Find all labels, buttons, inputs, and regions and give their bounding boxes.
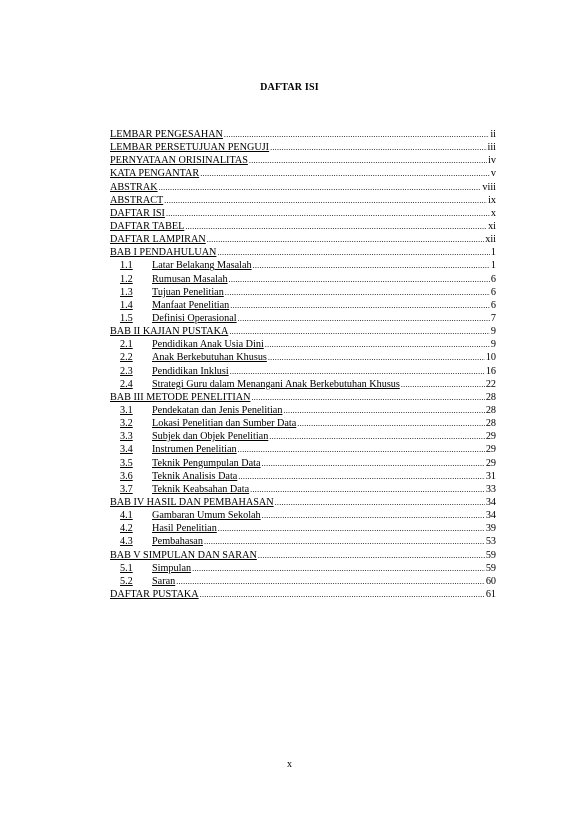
- toc-entry-number: 3.5: [120, 457, 133, 469]
- toc-entry-page: xi: [488, 220, 496, 232]
- dot-leader: [258, 549, 485, 562]
- dot-leader: [253, 259, 490, 272]
- toc-entry[interactable]: [110, 404, 496, 417]
- toc-entry-page: 29: [485, 431, 496, 443]
- toc-entry-number: 3.3: [120, 431, 133, 443]
- toc-entry-number: 2.1: [120, 339, 133, 351]
- toc-entry-label: LEMBAR PENGESAHAN: [110, 129, 223, 140]
- toc-entry-label: Teknik Pengumpulan Data: [152, 457, 261, 469]
- dot-leader: [238, 312, 490, 325]
- toc-entry-page: 59: [485, 562, 496, 574]
- toc-entry-label: Gambaran Umum Sekolah: [152, 510, 261, 522]
- toc-entry-label: DAFTAR PUSTAKA: [110, 588, 199, 600]
- toc-entry-number: 3.2: [120, 418, 133, 430]
- dot-leader: [192, 562, 485, 575]
- toc-entry[interactable]: [110, 286, 496, 299]
- toc-entry-label: BAB V SIMPULAN DAN SARAN: [110, 549, 257, 561]
- dot-leader: [229, 325, 490, 338]
- dot-leader: [229, 273, 490, 286]
- toc-entry-page: 1: [490, 260, 496, 272]
- toc-entry-label: Latar Belakang Masalah: [152, 260, 252, 272]
- toc-entry[interactable]: [110, 207, 496, 220]
- toc-entry-label: Pembahasan: [152, 536, 203, 548]
- toc-entry-number: 3.1: [120, 404, 133, 416]
- toc-entry-page: 39: [485, 523, 496, 535]
- toc-entry-number: 4.1: [120, 510, 133, 522]
- dot-leader: [159, 181, 482, 194]
- dot-leader: [250, 483, 485, 496]
- toc-entry-page: 33: [485, 483, 496, 495]
- toc-entry[interactable]: [110, 154, 496, 167]
- toc-entry-label: Teknik Keabsahan Data: [152, 483, 250, 495]
- dot-leader: [270, 141, 486, 154]
- toc-entry[interactable]: [110, 273, 496, 286]
- toc-entry-label: PERNYATAAN ORISINALITAS: [110, 155, 248, 167]
- toc-entry-label: BAB III METODE PENELITIAN: [110, 391, 251, 403]
- dot-leader: [207, 233, 485, 246]
- toc-entry-page: 7: [490, 312, 496, 324]
- toc-entry-page: 22: [485, 378, 496, 390]
- toc-entry-label: LEMBAR PERSETUJUAN PENGUJI: [110, 142, 270, 154]
- toc-entry[interactable]: [110, 325, 496, 338]
- toc-entry-label: Rumusan Masalah: [152, 273, 228, 285]
- dot-leader: [238, 443, 485, 456]
- toc-entry-number: 3.4: [120, 444, 133, 456]
- dot-leader: [249, 154, 487, 167]
- toc-entry[interactable]: [110, 509, 496, 522]
- toc-entry-page: 28: [485, 404, 496, 416]
- dot-leader: [204, 535, 485, 548]
- dot-leader: [262, 457, 485, 470]
- toc-entry-number: 2.2: [120, 352, 133, 364]
- dot-leader: [262, 509, 485, 522]
- toc-entry[interactable]: [110, 246, 496, 259]
- dot-leader: [265, 338, 490, 351]
- dot-leader: [224, 128, 489, 141]
- toc-entry-number: 1.1: [120, 260, 133, 272]
- toc-entry-label: DAFTAR TABEL: [110, 220, 185, 232]
- toc-entry-label: Tujuan Penelitian: [152, 286, 224, 298]
- toc-entry[interactable]: [110, 391, 496, 404]
- toc-entry-label: BAB I PENDAHULUAN: [110, 247, 217, 259]
- dot-leader: [275, 496, 485, 509]
- toc-entry[interactable]: [110, 562, 496, 575]
- dot-leader: [166, 207, 490, 220]
- toc-entry-page: 59: [485, 549, 496, 561]
- dot-leader: [185, 220, 487, 233]
- dot-leader: [200, 588, 485, 601]
- toc-entry-label: DAFTAR ISI: [110, 207, 165, 219]
- toc-entry-label: KATA PENGANTAR: [110, 168, 200, 180]
- toc-entry-number: 4.3: [120, 536, 133, 548]
- toc-entry-page: 16: [485, 365, 496, 377]
- toc-entry[interactable]: [110, 588, 496, 601]
- toc-entry[interactable]: [110, 167, 496, 180]
- toc-entry[interactable]: [110, 338, 496, 351]
- toc-entry-page: 28: [485, 418, 496, 430]
- toc-entry[interactable]: [110, 299, 496, 312]
- toc-entry-number: 3.7: [120, 483, 133, 495]
- page-number: x: [287, 759, 292, 770]
- toc-entry[interactable]: [110, 220, 496, 233]
- toc-entry[interactable]: [110, 457, 496, 470]
- toc-entry-label: Strategi Guru dalam Menangani Anak Berkebutuhan Khusus: [152, 378, 400, 390]
- toc-entry-number: 1.4: [120, 299, 133, 311]
- toc-entry-label: Instrumen Penelitian: [152, 444, 237, 456]
- toc-entry-page: ix: [488, 194, 496, 206]
- toc-entry-page: 28: [485, 391, 496, 403]
- dot-leader: [217, 246, 490, 259]
- toc-entry-page: 9: [490, 326, 496, 338]
- toc-entry[interactable]: [110, 181, 496, 194]
- toc-entry-page: v: [490, 168, 496, 180]
- page-title: DAFTAR ISI: [260, 82, 319, 93]
- toc-entry[interactable]: [110, 496, 496, 509]
- toc-entry-page: xii: [485, 234, 496, 246]
- toc-entry-label: Pendekatan dan Jenis Penelitian: [152, 404, 283, 416]
- toc-entry-label: Simpulan: [152, 562, 192, 574]
- toc-entry-label: Manfaat Penelitian: [152, 299, 230, 311]
- table-of-contents: [110, 128, 496, 601]
- toc-entry-label: Pendidikan Inklusi: [152, 365, 229, 377]
- toc-entry-number: 3.6: [120, 470, 133, 482]
- toc-entry-page: ii: [490, 129, 496, 140]
- dot-leader: [230, 299, 490, 312]
- toc-entry-page: 9: [490, 339, 496, 351]
- toc-entry[interactable]: [110, 194, 496, 207]
- dot-leader: [268, 351, 485, 364]
- toc-entry-page: 29: [485, 457, 496, 469]
- toc-entry-label: Hasil Penelitian: [152, 523, 217, 535]
- toc-entry-page: 61: [485, 588, 496, 600]
- dot-leader: [225, 286, 490, 299]
- dot-leader: [238, 470, 485, 483]
- dot-leader: [230, 365, 485, 378]
- toc-entry-number: 1.5: [120, 312, 133, 324]
- toc-entry-page: 31: [485, 470, 496, 482]
- toc-entry[interactable]: [110, 378, 496, 391]
- toc-entry-number: 5.2: [120, 575, 133, 587]
- dot-leader: [297, 417, 485, 430]
- dot-leader: [269, 430, 485, 443]
- toc-entry-number: 2.4: [120, 378, 133, 390]
- toc-entry[interactable]: [110, 417, 496, 430]
- toc-entry[interactable]: [110, 430, 496, 443]
- toc-entry-label: ABSTRAK: [110, 181, 158, 193]
- toc-entry[interactable]: [110, 365, 496, 378]
- toc-entry[interactable]: [110, 141, 496, 154]
- toc-entry-label: BAB IV HASIL DAN PEMBAHASAN: [110, 496, 274, 508]
- toc-entry-page: iii: [487, 142, 496, 154]
- dot-leader: [283, 404, 484, 417]
- toc-entry[interactable]: [110, 470, 496, 483]
- dot-leader: [200, 167, 490, 180]
- toc-entry-page: 53: [485, 536, 496, 548]
- toc-entry-label: Subjek dan Objek Penelitian: [152, 431, 269, 443]
- dot-leader: [176, 575, 485, 588]
- toc-entry-page: iv: [488, 155, 496, 167]
- toc-entry-page: 29: [485, 444, 496, 456]
- toc-entry-page: 6: [490, 299, 496, 311]
- toc-entry-label: Pendidikan Anak Usia Dini: [152, 339, 264, 351]
- toc-entry-page: 1: [490, 247, 496, 259]
- toc-entry-page: x: [490, 207, 496, 219]
- toc-entry-label: BAB II KAJIAN PUSTAKA: [110, 326, 229, 338]
- toc-entry[interactable]: [110, 443, 496, 456]
- dot-leader: [164, 194, 487, 207]
- toc-entry-page: 10: [485, 352, 496, 364]
- toc-entry-page: viii: [482, 181, 496, 193]
- toc-entry[interactable]: [110, 549, 496, 562]
- toc-entry[interactable]: [110, 259, 496, 272]
- toc-entry-page: 60: [485, 575, 496, 587]
- dot-leader: [401, 378, 485, 391]
- dot-leader: [251, 391, 484, 404]
- toc-entry-number: 5.1: [120, 562, 133, 574]
- toc-entry-label: Saran: [152, 575, 176, 587]
- toc-entry[interactable]: [110, 233, 496, 246]
- toc-entry-number: 2.3: [120, 365, 133, 377]
- toc-entry-label: Definisi Operasional: [152, 312, 237, 324]
- toc-entry-label: DAFTAR LAMPIRAN: [110, 234, 206, 246]
- toc-entry[interactable]: [110, 575, 496, 588]
- toc-entry-page: 6: [490, 286, 496, 298]
- dot-leader: [218, 522, 485, 535]
- toc-entry-page: 34: [485, 496, 496, 508]
- toc-entry[interactable]: [110, 522, 496, 535]
- toc-entry-label: Lokasi Penelitian dan Sumber Data: [152, 418, 297, 430]
- toc-entry-label: Teknik Analisis Data: [152, 470, 238, 482]
- toc-entry[interactable]: [110, 128, 496, 141]
- toc-entry-label: ABSTRACT: [110, 194, 164, 206]
- toc-entry[interactable]: [110, 351, 496, 364]
- toc-entry-number: 1.3: [120, 286, 133, 298]
- toc-entry[interactable]: [110, 483, 496, 496]
- toc-entry[interactable]: [110, 312, 496, 325]
- toc-entry-page: 34: [485, 510, 496, 522]
- toc-entry-page: 6: [490, 273, 496, 285]
- toc-entry[interactable]: [110, 535, 496, 548]
- toc-entry-number: 1.2: [120, 273, 133, 285]
- toc-entry-label: Anak Berkebutuhan Khusus: [152, 352, 267, 364]
- toc-entry-number: 4.2: [120, 523, 133, 535]
